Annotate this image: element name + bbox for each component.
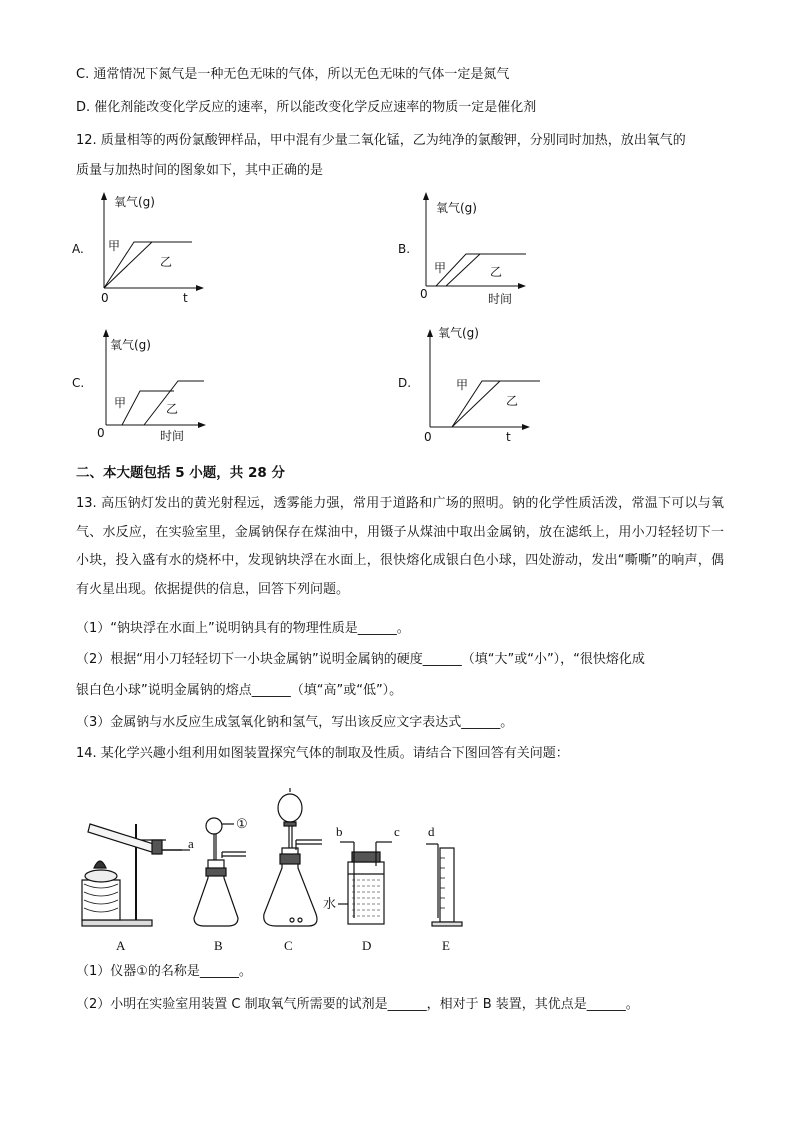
apparatus-b	[194, 818, 246, 926]
graph-b-jia-label: 甲	[434, 261, 447, 275]
graph-b-xlabel: 时间	[488, 292, 513, 306]
graph-b[interactable]	[396, 190, 556, 310]
mark-1: ①	[236, 816, 248, 831]
graph-a-xlabel: t	[183, 291, 188, 305]
graph-b-ylabel: 氧气(g)	[436, 201, 477, 215]
mark-d: d	[428, 824, 435, 839]
graph-b-option: B.	[398, 242, 411, 256]
graph-c-jia-label: 甲	[114, 396, 127, 410]
graph-c-origin: 0	[97, 426, 105, 440]
q13-sub3: （3）金属钠与水反应生成氢氧化钠和氢气，写出该反应文字表达式______。	[76, 715, 514, 730]
graph-b-origin: 0	[420, 287, 428, 301]
mark-c: c	[394, 824, 400, 839]
apparatus-c	[264, 788, 322, 926]
graph-d-ylabel: 氧气(g)	[438, 326, 479, 340]
graph-a-option: A.	[72, 242, 84, 256]
q12-stem-line2: 质量与加热时间的图象如下，其中正确的是	[76, 163, 324, 178]
option-c-line: C. 通常情况下氮气是一种无色无味的气体，所以无色无味的气体一定是氮气	[76, 67, 510, 82]
q13-sub1: （1）“钠块浮在水面上”说明钠具有的物理性质是______。	[76, 621, 410, 636]
graph-b-yi-label: 乙	[490, 265, 503, 279]
graph-c-option: C.	[72, 376, 85, 390]
label-e: E	[442, 938, 450, 953]
graph-c-xlabel: 时间	[160, 429, 185, 443]
apparatus-e	[426, 844, 462, 926]
label-a: A	[116, 938, 126, 953]
water-label: 水	[323, 896, 337, 911]
apparatus-d	[338, 842, 392, 924]
graph-a-origin: 0	[101, 291, 109, 305]
graph-d-yi-label: 乙	[506, 394, 519, 408]
q14-stem: 14. 某化学兴趣小组利用如图装置探究气体的制取及性质。请结合下图回答有关问题：	[76, 746, 569, 761]
label-d: D	[362, 938, 372, 953]
graph-a[interactable]	[70, 190, 230, 310]
q13-sub2-line1: （2）根据“用小刀轻轻切下一小块金属钠”说明金属钠的硬度______（填“大”或“小”），“很快熔化成	[76, 652, 645, 667]
apparatus-a	[82, 824, 190, 926]
mark-a: a	[188, 836, 194, 851]
q14-sub2: （2）小明在实验室用装置 C 制取氧气所需要的试剂是______，相对于 B 装置，其优点是______。	[76, 997, 639, 1012]
graph-d-origin: 0	[424, 430, 432, 444]
mark-b: b	[336, 824, 343, 839]
label-b: B	[214, 938, 223, 953]
graph-c-yi-label: 乙	[166, 402, 179, 416]
label-c: C	[284, 938, 293, 953]
graph-d-jia-label: 甲	[456, 378, 469, 392]
graph-a-yi-label: 乙	[160, 255, 173, 269]
section-2-heading: 二、本大题包括 5 小题，共 28 分	[76, 465, 285, 481]
apparatus-figure	[76, 788, 476, 958]
option-d-line: D. 催化剂能改变化学反应的速率，所以能改变化学反应速率的物质一定是催化剂	[76, 100, 537, 115]
graph-a-jia-label: 甲	[108, 239, 121, 253]
graph-d-xlabel: t	[506, 430, 511, 444]
graph-d-option: D.	[398, 376, 412, 390]
q13-sub2-line2: 银白色小球”说明金属钠的熔点______（填“高”或“低”）。	[76, 683, 403, 698]
graph-d[interactable]	[396, 327, 556, 447]
q13-stem: 13. 高压钠灯发出的黄光射程远，透雾能力强，常用于道路和广场的照明。钠的化学性质活泼，常温下可以与氧气、水反应，在实验室里，金属钠保存在煤油中，用镊子从煤油中取出金属钠，放在滤纸上，用小刀轻轻切下一小块，投入盛有水的烧杯中，发现钠块浮在水面上，很快熔化成银白色小球，四处游动，发出“嘶嘶”的响声，偶有火星出现。依据提供的信息，回答下列问题。	[76, 496, 724, 597]
graph-c-ylabel: 氧气(g)	[110, 338, 151, 352]
graph-a-ylabel: 氧气(g)	[114, 195, 155, 209]
graph-c[interactable]	[70, 327, 230, 447]
q12-stem-line1: 12. 质量相等的两份氯酸钾样品，甲中混有少量二氧化锰，乙为纯净的氯酸钾，分别同时加热，放出氧气的	[76, 133, 686, 148]
q14-sub1: （1）仪器①的名称是______。	[76, 964, 252, 979]
